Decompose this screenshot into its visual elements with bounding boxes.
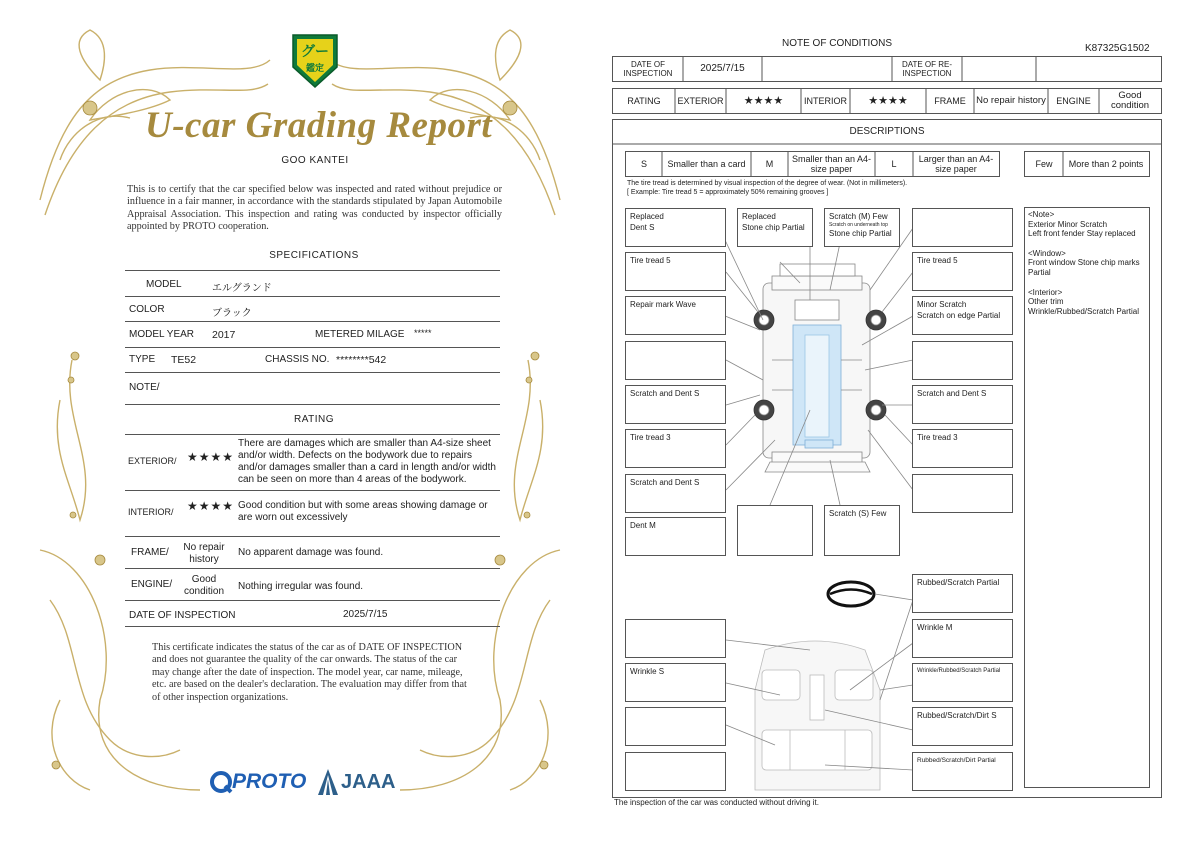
box-text: Minor Scratch [917,300,967,309]
condition-box [912,385,1013,424]
date-of-inspection-label: DATE OF INSPECTION [623,60,673,78]
box-text: Rubbed/Scratch/Dirt Partial [917,757,996,764]
box-text: Scratch and Dent S [630,478,700,487]
exterior-description: There are damages which are smaller than A4-size sheet and/or width. Defects on the bodywork due to repairs and/or damages smaller than a card in length and/or width can be seen on more than 4 areas of the bodywork. [238,438,496,485]
report-code: K87325G1502 [1085,43,1150,54]
rating-heading: RATING [293,414,335,425]
descriptions-heading: DESCRIPTIONS [849,126,925,137]
exterior-label: EXTERIOR/ [128,456,177,466]
interior-stars: ★★★★ [868,95,908,107]
note-line: Left front fender Stay replaced [1028,229,1136,239]
type-value: TE52 [171,354,197,366]
condition-box-empty [625,752,726,791]
condition-box [912,663,1013,702]
inspection-footer: The inspection of the car was conducted without driving it. [614,798,819,807]
jaaa-logo-text: JAAA [341,771,396,793]
divider [125,270,500,271]
legend-m: M [765,159,774,169]
engine-label: ENGINE [1056,96,1091,106]
condition-box-empty [912,208,1013,247]
tire-note-1: The tire tread is determined by visual inspection of the degree of wear. (Not in millimeters). [627,180,908,187]
engine-value: Good condition [1110,90,1150,111]
tire-note-2: [ Example: Tire tread 5 = approximately 50% remaining grooves ] [627,189,829,196]
exterior-stars: ★★★★ [187,450,235,464]
note-of-conditions [600,0,1200,848]
box-text: Replaced [742,212,776,221]
condition-box [625,208,726,247]
box-text: Rubbed/Scratch/Dirt S [917,711,997,720]
report-subtitle: GOO KANTEI [281,155,349,166]
legend-s-desc: Smaller than a card [667,159,746,169]
condition-box-empty [625,707,726,746]
legend-few: Few [1035,159,1053,169]
color-value: ブラック [212,308,252,319]
certificate-footnote: This certificate indicates the status of the car as of DATE OF INSPECTION and does not guarantee the quality of the car onwards. The status of the car may change after the date of inspection. The model year, car name, mileage, etc. are based on the dealer's declaration. The evaluation may differ from that of other inspection organizations. [152,642,467,703]
condition-box-empty [625,341,726,380]
type-label: TYPE [129,354,156,365]
model-value: エルグランド [212,283,272,294]
box-text: Repair mark Wave [630,300,696,309]
legend-s: S [640,159,647,169]
box-text: Scratch on edge Partial [917,311,1001,320]
condition-box [625,517,726,556]
box-text: Dent S [630,223,655,232]
date-of-inspection-value: 2025/7/15 [700,63,745,74]
interior-line: Other trim [1028,297,1064,307]
exterior-label: EXTERIOR [677,96,724,106]
model-label: MODEL [146,279,182,290]
engine-label: ENGINE/ [131,579,173,590]
metered-milage-label: METERED MILAGE [315,329,405,340]
condition-box-empty [912,474,1013,513]
engine-description: Nothing irregular was found. [238,581,364,592]
box-text: Stone chip Partial [829,229,892,238]
conditions-title: NOTE OF CONDITIONS [782,38,892,49]
svg-text:鑑定: 鑑定 [305,64,325,74]
box-text: Rubbed/Scratch Partial [917,578,1000,587]
condition-box [625,385,726,424]
note-label: NOTE/ [129,382,160,393]
box-text: Scratch (S) Few [829,509,887,518]
box-text: Scratch (M) Few [829,212,888,221]
box-text: Tire tread 3 [630,433,671,442]
divider [125,600,500,601]
condition-box-empty [912,341,1013,380]
certificate-text: This is to certify that the car specified below was inspected and rated without prejudice or influence in a fair manner, in accordance with the standards stipulated by Japan Automobile Appraisal Association. This inspection and rating was conducted by inspector officially appointed by PROTO cooperation. [127,184,502,233]
condition-box [912,429,1013,468]
proto-logo-icon [210,770,234,794]
box-text: Scratch and Dent S [630,389,700,398]
condition-box [912,574,1013,613]
metered-milage-value: ***** [414,328,432,338]
divider [125,296,500,297]
condition-box [625,296,726,335]
proto-logo-text: PROTO [232,770,307,793]
interior-label: INTERIOR/ [128,507,174,517]
frame-value: No repair history [976,95,1046,106]
goo-kantei-emblem [289,31,341,89]
note-line: Exterior Minor Scratch [1028,219,1108,229]
box-text: Tire tread 3 [917,433,958,442]
model-year-label: MODEL YEAR [129,329,195,340]
box-text: Stone chip Partial [742,223,805,232]
box-text: Wrinkle S [630,667,665,676]
divider [125,536,500,537]
divider [125,372,500,373]
condition-box [625,429,726,468]
legend-m-desc: Smaller than an A4-size paper [791,154,872,174]
report-title: U-car Grading Report [145,105,493,146]
date-of-reinspection-label: DATE OF RE-INSPECTION [901,60,953,78]
condition-box [625,252,726,291]
rating-label: RATING [627,96,661,106]
condition-box [912,252,1013,291]
window-line: Front window Stone chip marks Partial [1028,258,1140,277]
divider [125,434,500,435]
condition-box [912,752,1013,791]
logo-row [210,768,410,796]
box-text: Scratch on underneath top [829,222,888,228]
interior-description: Good condition but with some areas showing damage or are worn out excessively [238,500,488,523]
box-text: Tire tread 5 [630,256,671,265]
interior-stars: ★★★★ [187,499,235,513]
divider [125,404,500,405]
interior-label: INTERIOR [803,96,847,106]
condition-box [824,208,900,247]
specifications-heading: SPECIFICATIONS [269,250,359,261]
note-heading: <Note> [1028,210,1055,219]
legend-l: L [891,159,897,169]
interior-line: Wrinkle/Rubbed/Scratch Partial [1028,306,1140,316]
legend-l-desc: Larger than an A4-size paper [918,154,994,174]
exterior-stars: ★★★★ [743,95,784,107]
date-of-inspection-value: 2025/7/15 [343,609,388,620]
engine-value: Good condition [183,574,225,597]
color-label: COLOR [129,304,165,315]
chassis-value: ********542 [336,354,387,366]
box-text: Wrinkle M [917,623,953,632]
condition-box-empty [625,619,726,658]
interior-heading: <Interior> [1028,287,1063,297]
condition-box [824,505,900,556]
condition-box [912,707,1013,746]
date-of-inspection-label: DATE OF INSPECTION [129,610,236,621]
box-text: Replaced [630,212,664,221]
frame-value: No repair history [183,542,225,565]
frame-label: FRAME/ [131,547,169,558]
condition-box [912,619,1013,658]
legend-few-desc: More than 2 points [1068,159,1144,169]
box-text: Tire tread 5 [917,256,958,265]
notes-panel [1028,210,1153,316]
condition-box [737,208,813,247]
divider [125,347,500,348]
condition-box [625,474,726,513]
divider [125,568,500,569]
model-year-value: 2017 [212,329,236,341]
divider [125,490,500,491]
frame-label: FRAME [934,96,966,106]
box-text: Dent M [630,521,656,530]
box-text: Wrinkle/Rubbed/Scratch Partial [917,668,1001,674]
chassis-label: CHASSIS NO. [265,354,330,365]
divider [125,321,500,322]
condition-box [912,296,1013,335]
jaaa-logo-icon [318,769,338,795]
window-heading: <Window> [1028,248,1066,258]
condition-box [625,663,726,702]
box-text: Scratch and Dent S [917,389,987,398]
svg-text:グー: グー [301,44,329,60]
condition-box-empty [737,505,813,556]
frame-description: No apparent damage was found. [238,547,384,558]
divider [125,626,500,627]
